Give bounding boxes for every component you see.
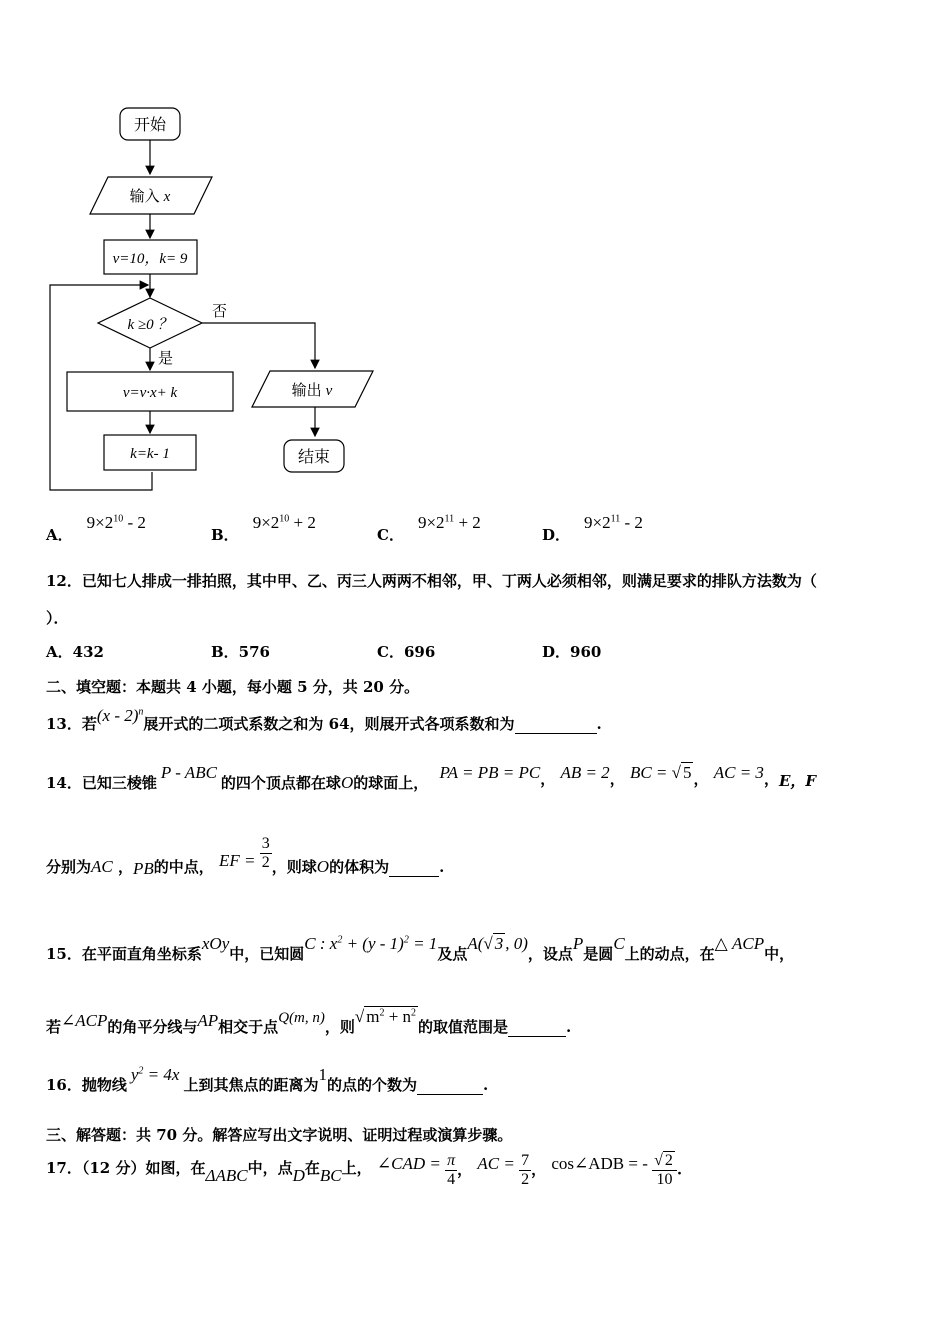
- q11-option-c: C．$9\times 2^{11} + 2$: [377, 513, 481, 544]
- init-label: v=10，k= 9: [112, 251, 188, 267]
- q12-option-b: B．576: [211, 643, 270, 661]
- q12-option-d: D．960: [542, 643, 602, 661]
- yes-label: 是: [158, 349, 174, 367]
- q11-option-b: B．$9\times 2^{10} + 2$: [211, 513, 316, 544]
- q12-option-a: A．432: [46, 643, 104, 661]
- start-label: 开始: [133, 115, 167, 134]
- section-3-heading: 三、解答题：共 70 分。解答应写出文字说明、证明过程或演算步骤。: [46, 1126, 513, 1144]
- q15-line2: 若∠ACP的角平分线与AP相交于点Q(m, n)，则√ $m^2 + n^2$的取值范围是 .: [46, 1007, 572, 1036]
- no-label: 否: [212, 302, 228, 320]
- q12-option-c: C．696: [377, 643, 436, 661]
- output-label: 输出 v: [291, 381, 333, 399]
- q15-line1: 15．在平面直角坐标系xOy中，已知圆C : $x^2 + (y - 1)^2 = 1$及点A(√ 3 , 0)，设点P是圆C上的动点，在△ ACP中，: [46, 934, 795, 963]
- q14-line1: 14．已知三棱锥P - ABC的四个顶点都在球O的球面上， PA = PB = PC， AB = 2， BC = √ 5 ， AC = 3，E，F: [46, 763, 817, 792]
- q12-text: 12．已知七人排成一排拍照，其中甲、乙、丙三人两两不相邻，甲、丁两人必须相邻，则满足要求的排队方法数为（: [46, 572, 817, 590]
- q11-option-d: D．$9\times 2^{11} - 2$: [542, 513, 643, 544]
- input-label: 输入 x: [129, 187, 171, 205]
- flowchart: [40, 100, 400, 500]
- update-k-label: k=k- 1: [130, 446, 170, 462]
- section-2-heading: 二、填空题：本题共 4 小题，每小题 5 分，共 20 分。: [46, 678, 420, 696]
- end-label: 结束: [297, 447, 331, 466]
- q12-text-end: ）．: [46, 609, 69, 627]
- q13: 13．若(x - 2)$^n$展开式的二项式系数之和为 64，则展开式各项系数和为 .: [46, 706, 602, 733]
- q11-option-a: A．$9\times 2^{10} - 2$: [46, 513, 146, 544]
- update-v-label: v=v·x+ k: [122, 385, 178, 401]
- q14-line2: 分别为AC ，PB的中点， EF = $\frac{3}{2}$ ，则球O的体积为 .: [46, 835, 445, 878]
- q17: 17．（12 分）如图，在ΔABC中，点D在BC上， ∠CAD = $\frac{\pi}{4}$ ， AC = $\frac{7}{2}$ ， cos∠ADB = - $\frac{√ 2}{10}$ .: [46, 1152, 683, 1188]
- q16: 16．抛物线$y^2 = 4x$上到其焦点的距离为1的点的个数为 .: [46, 1065, 489, 1094]
- condition-label: k ≥0 ？: [127, 317, 173, 333]
